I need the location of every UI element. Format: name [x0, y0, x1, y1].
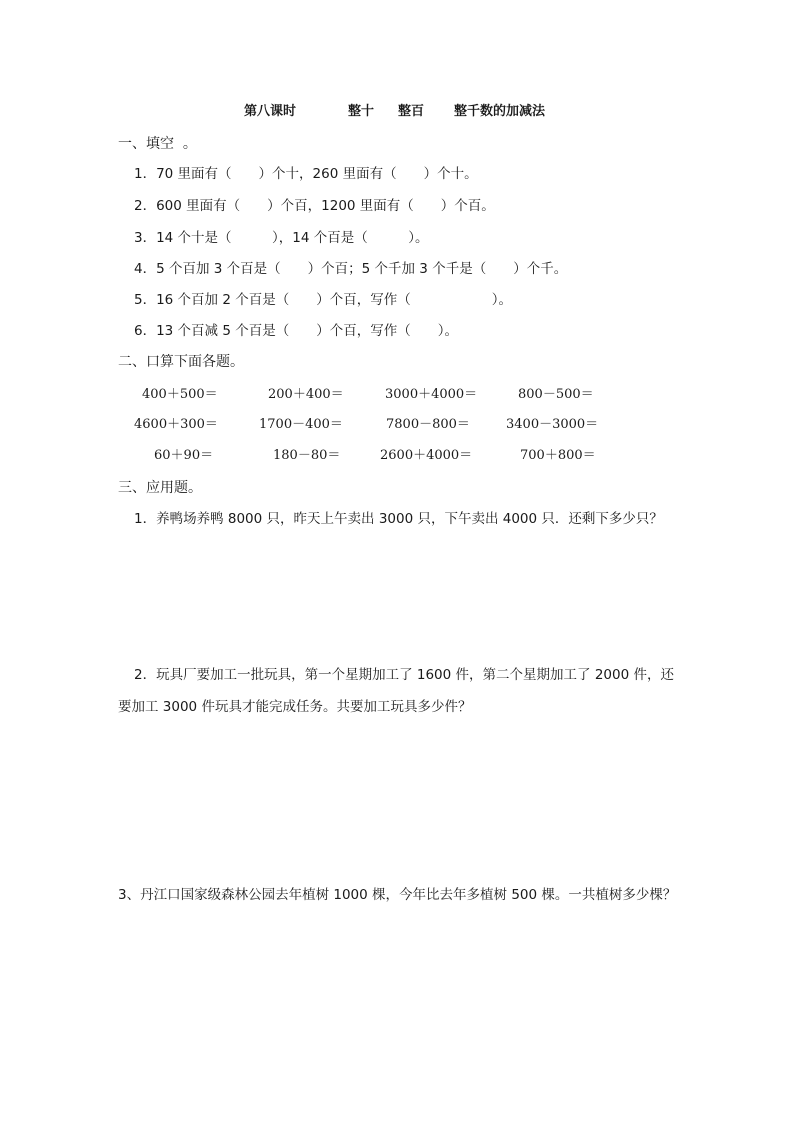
- section1-heading: 一、填空 。: [118, 136, 197, 152]
- word-problem-2-line1: 2．玩具厂要加工一批玩具，第一个星期加工了 1600 件，第二个星期加工了 2000 件，还: [134, 667, 674, 683]
- calc-r1-c4: 800－500＝: [518, 387, 594, 402]
- calc-r2-c2: 1700－400＝: [259, 417, 343, 432]
- fill-item-3: 3．14 个十是（ ），14 个百是（ ）。: [134, 230, 429, 246]
- section3-heading: 三、应用题。: [118, 480, 202, 496]
- title-tens: 整十: [348, 104, 375, 119]
- calc-r3-c1: 60＋90＝: [154, 448, 214, 463]
- calc-r3-c3: 2600＋4000＝: [380, 448, 473, 463]
- word-problem-3: 3、丹江口国家级森林公园去年植树 1000 棵，今年比去年多植树 500 棵。一共植树多少棵？: [118, 887, 677, 903]
- fill-item-1: 1．70 里面有（ ）个十，260 里面有（ ）个十。: [134, 166, 478, 182]
- title-lesson: 第八课时: [244, 104, 297, 119]
- fill-item-4: 4．5 个百加 3 个百是（ ）个百；5 个千加 3 个千是（ ）个千。: [134, 261, 568, 277]
- title-hundreds: 整百: [398, 104, 425, 119]
- title-thousands: 整千数的加减法: [454, 104, 546, 119]
- fill-item-5: 5．16 个百加 2 个百是（ ）个百，写作（ ）。: [134, 292, 512, 308]
- calc-r3-c4: 700＋800＝: [520, 448, 596, 463]
- word-problem-1: 1．养鸭场养鸭 8000 只，昨天上午卖出 3000 只，下午卖出 4000 只．还剩下多少只？: [134, 511, 663, 527]
- calc-r1-c3: 3000＋4000＝: [385, 387, 478, 402]
- calc-r1-c1: 400＋500＝: [142, 387, 218, 402]
- calc-r1-c2: 200＋400＝: [268, 387, 344, 402]
- calc-r2-c4: 3400－3000＝: [506, 417, 599, 432]
- calc-r3-c2: 180－80＝: [273, 448, 341, 463]
- section2-heading: 二、口算下面各题。: [118, 354, 244, 370]
- calc-r2-c1: 4600＋300＝: [134, 417, 218, 432]
- fill-item-2: 2．600 里面有（ ）个百，1200 里面有（ ）个百。: [134, 198, 495, 214]
- calc-r2-c3: 7800－800＝: [386, 417, 470, 432]
- word-problem-2-line2: 要加工 3000 件玩具才能完成任务。共要加工玩具多少件？: [118, 699, 472, 715]
- fill-item-6: 6．13 个百减 5 个百是（ ）个百，写作（ ）。: [134, 323, 458, 339]
